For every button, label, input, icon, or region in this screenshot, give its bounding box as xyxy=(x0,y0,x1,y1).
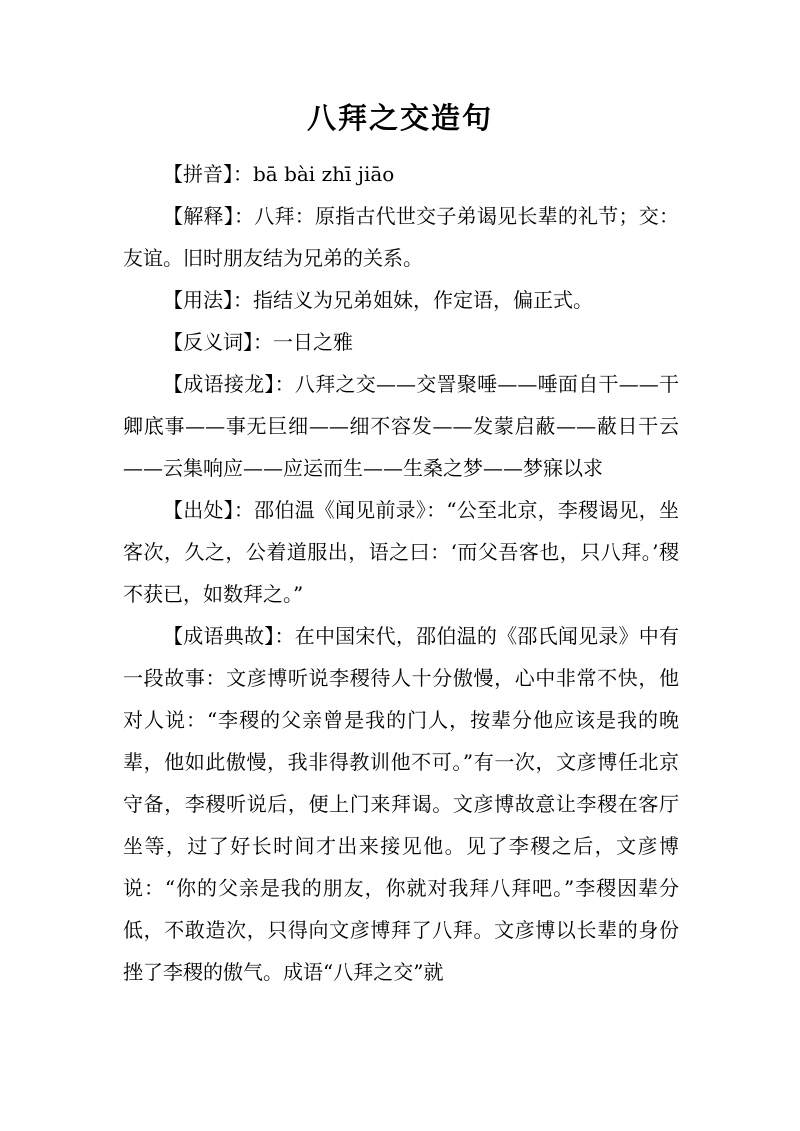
entry-text: 八拜：原指古代世交子弟谒见长辈的礼节；交：友谊。旧时朋友结为兄弟的关系。 xyxy=(123,204,680,270)
entry-source xyxy=(123,489,679,615)
entry-label: 【拼音】 xyxy=(163,162,233,186)
entry-separator: ： xyxy=(233,498,255,522)
document-body xyxy=(123,153,679,993)
entry-text: 邵伯温《闻见前录》：“公至北京，李稷谒见，坐客次，久之，公着道服出，语之曰：‘而父吾客也，只八拜。’稷不获已，如数拜之。” xyxy=(123,498,680,606)
entry-separator: ： xyxy=(274,624,295,648)
entry-separator: ： xyxy=(233,288,253,312)
entry-label: 【解释】 xyxy=(163,204,234,228)
entry-text: 在中国宋代，邵伯温的《邵氏闻见录》中有一段故事：文彦博听说李稷待人十分傲慢，心中非常不快，他对人说：“李稷的父亲曾是我的门人，按辈分他应该是我的晚辈，他如此傲慢，我非得教训他不可。”有一次，文彦博任北京守备，李稷听说后，便上门来拜谒。文彦博故意让李稷在客厅坐等，过了好长时间才出来接见他。见了李稷之后，文彦博说：“你的父亲是我的朋友，你就对我拜八拜吧。”李稷因辈分低，不敢造次，只得向文彦博拜了八拜。文彦博以长辈的身份挫了李稷的傲气。成语“八拜之交”就 xyxy=(123,624,680,984)
document-title: 八拜之交造句 xyxy=(306,101,493,135)
entry-pinyin xyxy=(123,153,679,195)
entry-label: 【成语接龙】 xyxy=(163,372,275,396)
entry-separator: ： xyxy=(233,162,253,186)
entry-label: 【反义词】 xyxy=(163,330,253,354)
entry-usage xyxy=(123,279,679,321)
entry-idiom-chain xyxy=(123,363,679,489)
entry-text: bā bài zhī jiāo xyxy=(253,162,395,186)
entry-text: 指结义为兄弟姐妹，作定语，偏正式。 xyxy=(253,288,593,312)
entry-text: 一日之雅 xyxy=(273,330,353,354)
entry-story xyxy=(123,615,679,993)
entry-label: 【用法】 xyxy=(163,288,233,312)
entry-separator: ： xyxy=(233,204,255,228)
entry-label: 【出处】 xyxy=(163,498,234,522)
entry-explanation xyxy=(123,195,679,279)
entry-separator: ： xyxy=(274,372,295,396)
entry-label: 【成语典故】 xyxy=(163,624,275,648)
entry-antonym xyxy=(123,321,679,363)
entry-separator: ： xyxy=(253,330,273,354)
entry-text: 八拜之交——交詈聚唾——唾面自干——干卿底事——事无巨细——细不容发——发蒙启蔽——蔽日干云——云集响应——应运而生——生桑之梦——梦寐以求 xyxy=(123,372,680,480)
